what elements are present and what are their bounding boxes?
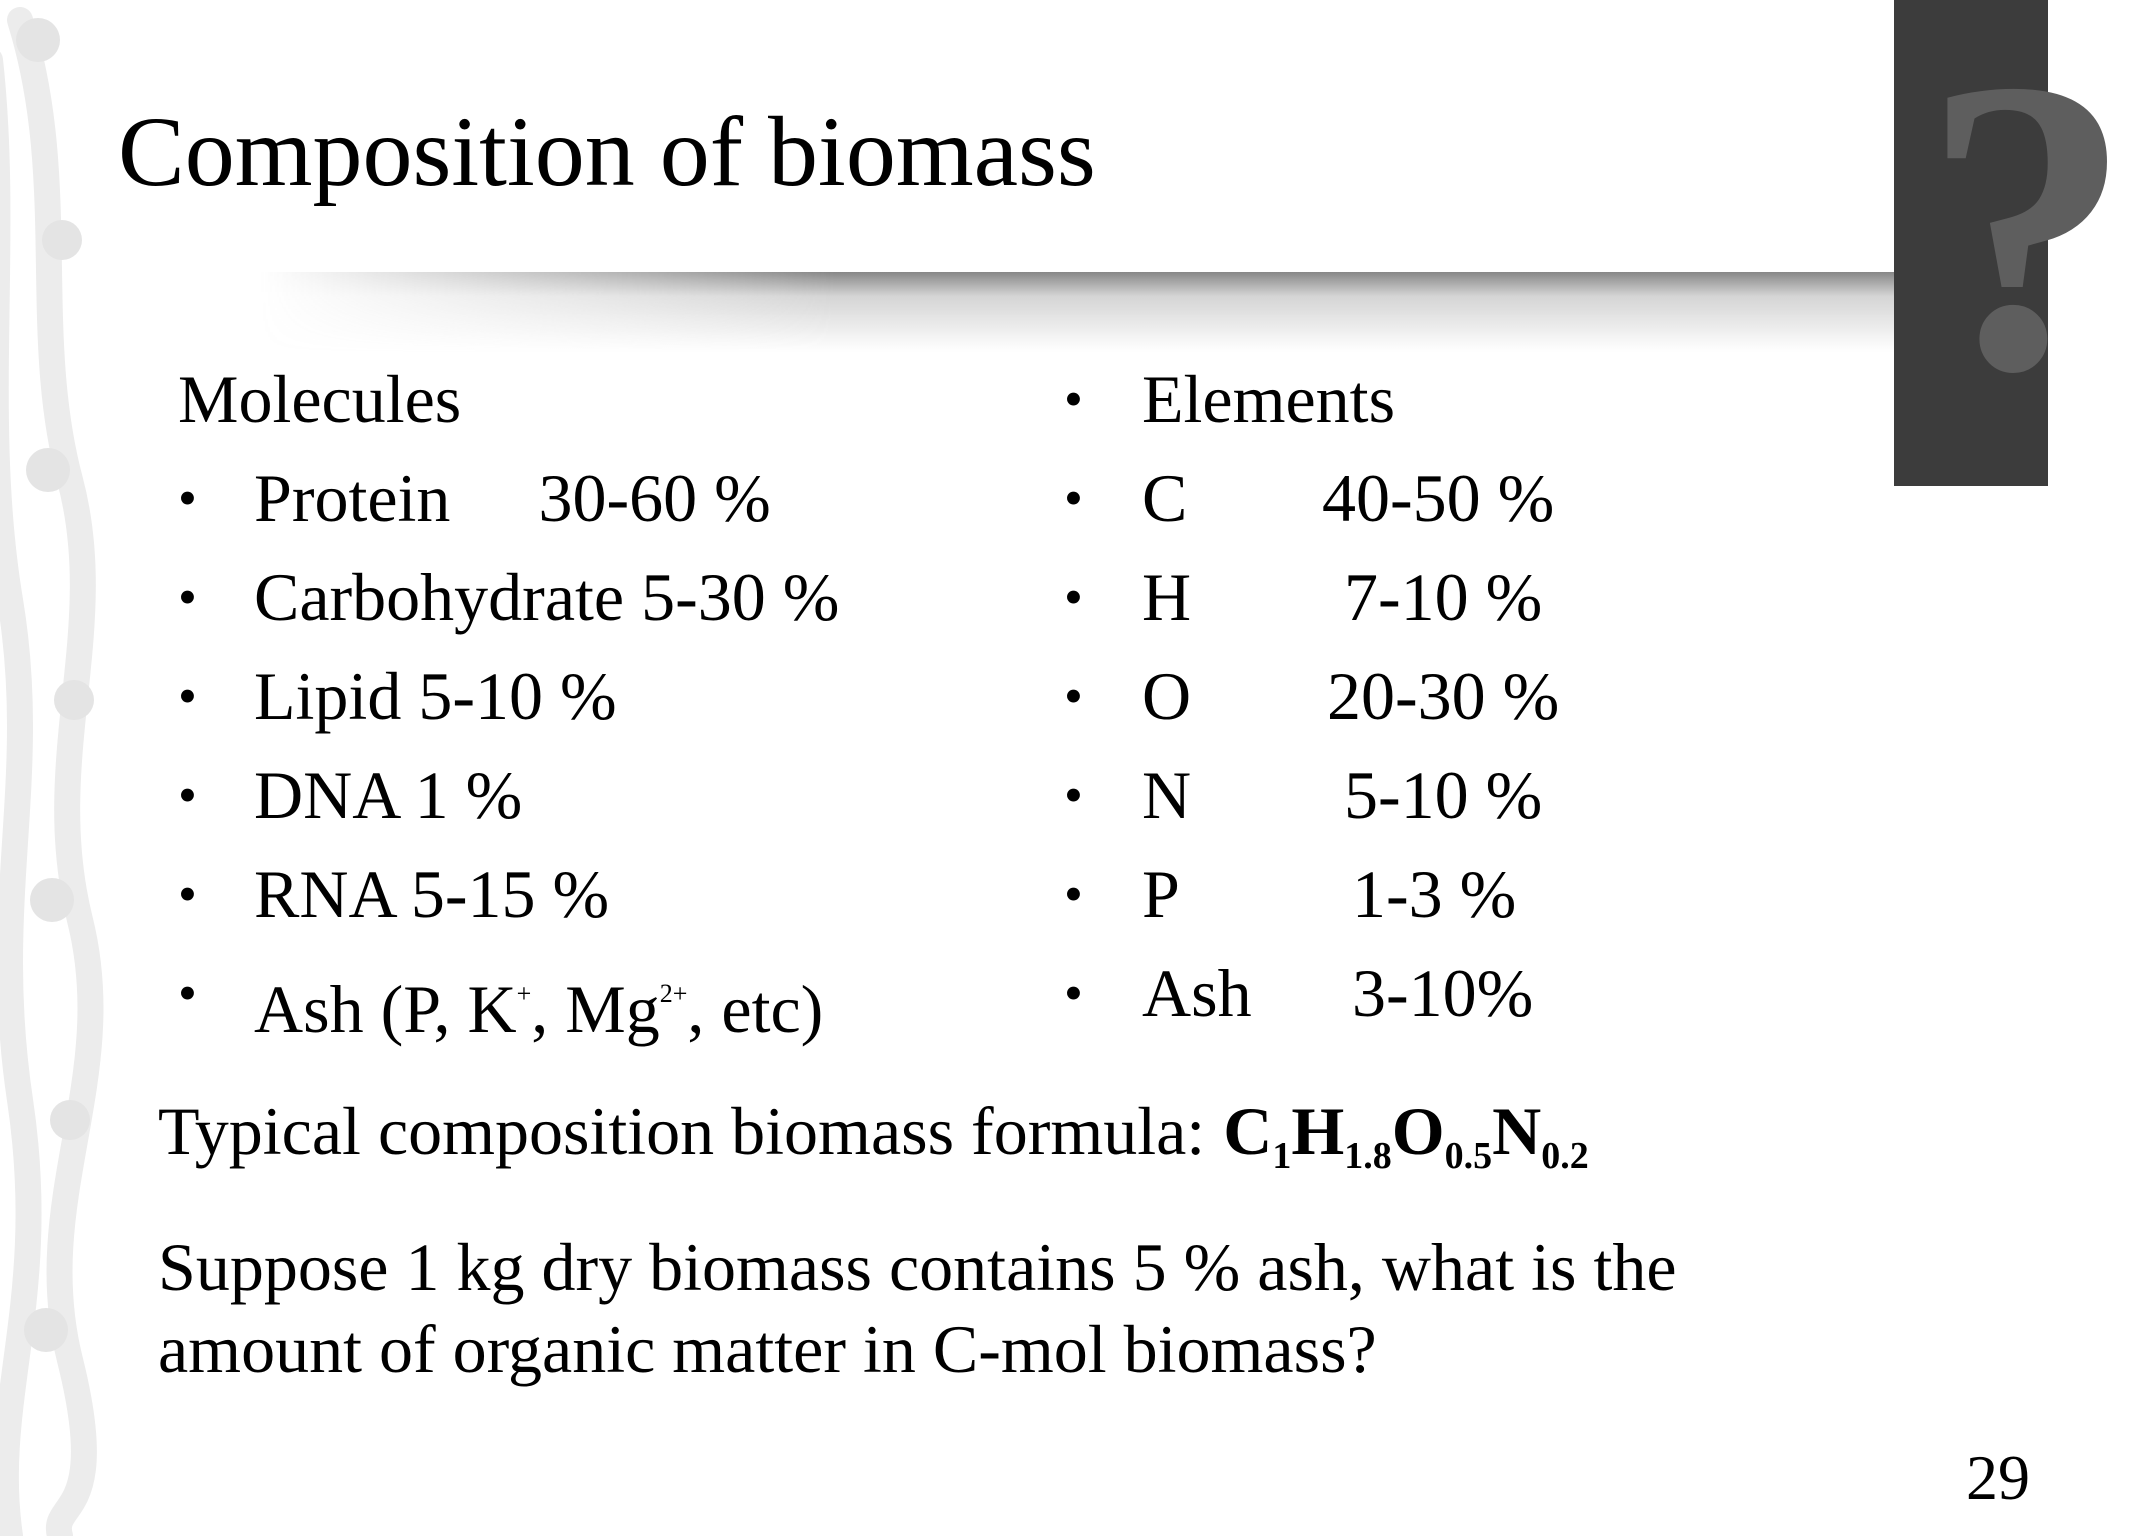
element-symbol: C xyxy=(1142,460,1188,536)
list-item xyxy=(178,647,1038,746)
molecule-label: Lipid 5-10 % xyxy=(254,658,617,734)
element-symbol: O xyxy=(1142,658,1192,734)
header-divider xyxy=(260,272,1900,352)
list-item xyxy=(1064,647,1864,746)
molecules-heading: Molecules xyxy=(178,361,462,437)
bullet-icon: • xyxy=(1064,864,1083,924)
molecule-value: 30-60 % xyxy=(538,460,771,536)
element-value: 7-10 % xyxy=(1344,559,1543,635)
bullet-icon: • xyxy=(178,468,197,528)
list-item xyxy=(1064,845,1864,944)
bullet-icon: • xyxy=(178,567,197,627)
bullet-icon: • xyxy=(1064,369,1083,429)
magnesium-charge: 2+ xyxy=(659,979,688,1008)
formula-label: Typical composition biomass formula: xyxy=(158,1093,1206,1169)
molecule-label: Carbohydrate 5-30 % xyxy=(254,559,840,635)
molecules-list xyxy=(178,350,1038,1047)
molecule-label: RNA 5-15 % xyxy=(254,856,610,932)
slide-title: Composition of biomass xyxy=(118,96,1096,207)
list-item xyxy=(1064,548,1864,647)
bullet-icon: • xyxy=(178,963,197,1023)
potassium-charge: + xyxy=(516,979,532,1008)
element-value: 20-30 % xyxy=(1327,658,1560,734)
element-symbol: H xyxy=(1142,559,1192,635)
element-value: 1-3 % xyxy=(1352,856,1517,932)
bullet-icon: • xyxy=(1064,963,1083,1023)
list-item xyxy=(178,944,1038,1047)
biomass-formula: $C_1H_{1.8}O_{0.5}N_{0.2}$ xyxy=(1223,1093,1589,1177)
list-item xyxy=(1064,449,1864,548)
bullet-icon: • xyxy=(178,666,197,726)
list-item xyxy=(178,845,1038,944)
elements-heading-row xyxy=(1064,350,1864,449)
elements-heading: Elements xyxy=(1142,361,1396,437)
list-item xyxy=(1064,944,1864,1043)
molecule-label: Protein xyxy=(254,460,451,536)
corner-panel xyxy=(1894,0,2132,486)
element-value: 40-50 % xyxy=(1322,460,1555,536)
bullet-icon: • xyxy=(178,765,197,825)
bullet-icon: • xyxy=(178,864,197,924)
list-item xyxy=(178,548,1038,647)
list-item xyxy=(1064,746,1864,845)
bullet-icon: • xyxy=(1064,567,1083,627)
question-text: Suppose 1 kg dry biomass contains 5 % ash, what is the amount of organic matter in C-mol biomass? xyxy=(158,1229,1677,1387)
element-symbol: P xyxy=(1142,856,1180,932)
element-value: 5-10 % xyxy=(1344,757,1543,833)
list-item xyxy=(178,449,1038,548)
elements-list xyxy=(1064,350,1864,1043)
page-number: 29 xyxy=(1966,1442,2030,1513)
element-value: 3-10% xyxy=(1352,955,1534,1031)
element-symbol: Ash xyxy=(1142,955,1252,1031)
question-mark-icon: ? xyxy=(1922,0,2132,458)
molecule-label: DNA 1 % xyxy=(254,757,523,833)
list-item xyxy=(178,746,1038,845)
element-symbol: N xyxy=(1142,757,1192,833)
molecules-heading-row xyxy=(178,350,1038,449)
bullet-icon: • xyxy=(1064,765,1083,825)
bullet-icon: • xyxy=(1064,666,1083,726)
bullet-icon: • xyxy=(1064,468,1083,528)
formula-line xyxy=(158,1086,1589,1201)
ash-molecule-label: Ash (P, K+, $Mg^{2+}$, etc) xyxy=(254,971,824,1047)
